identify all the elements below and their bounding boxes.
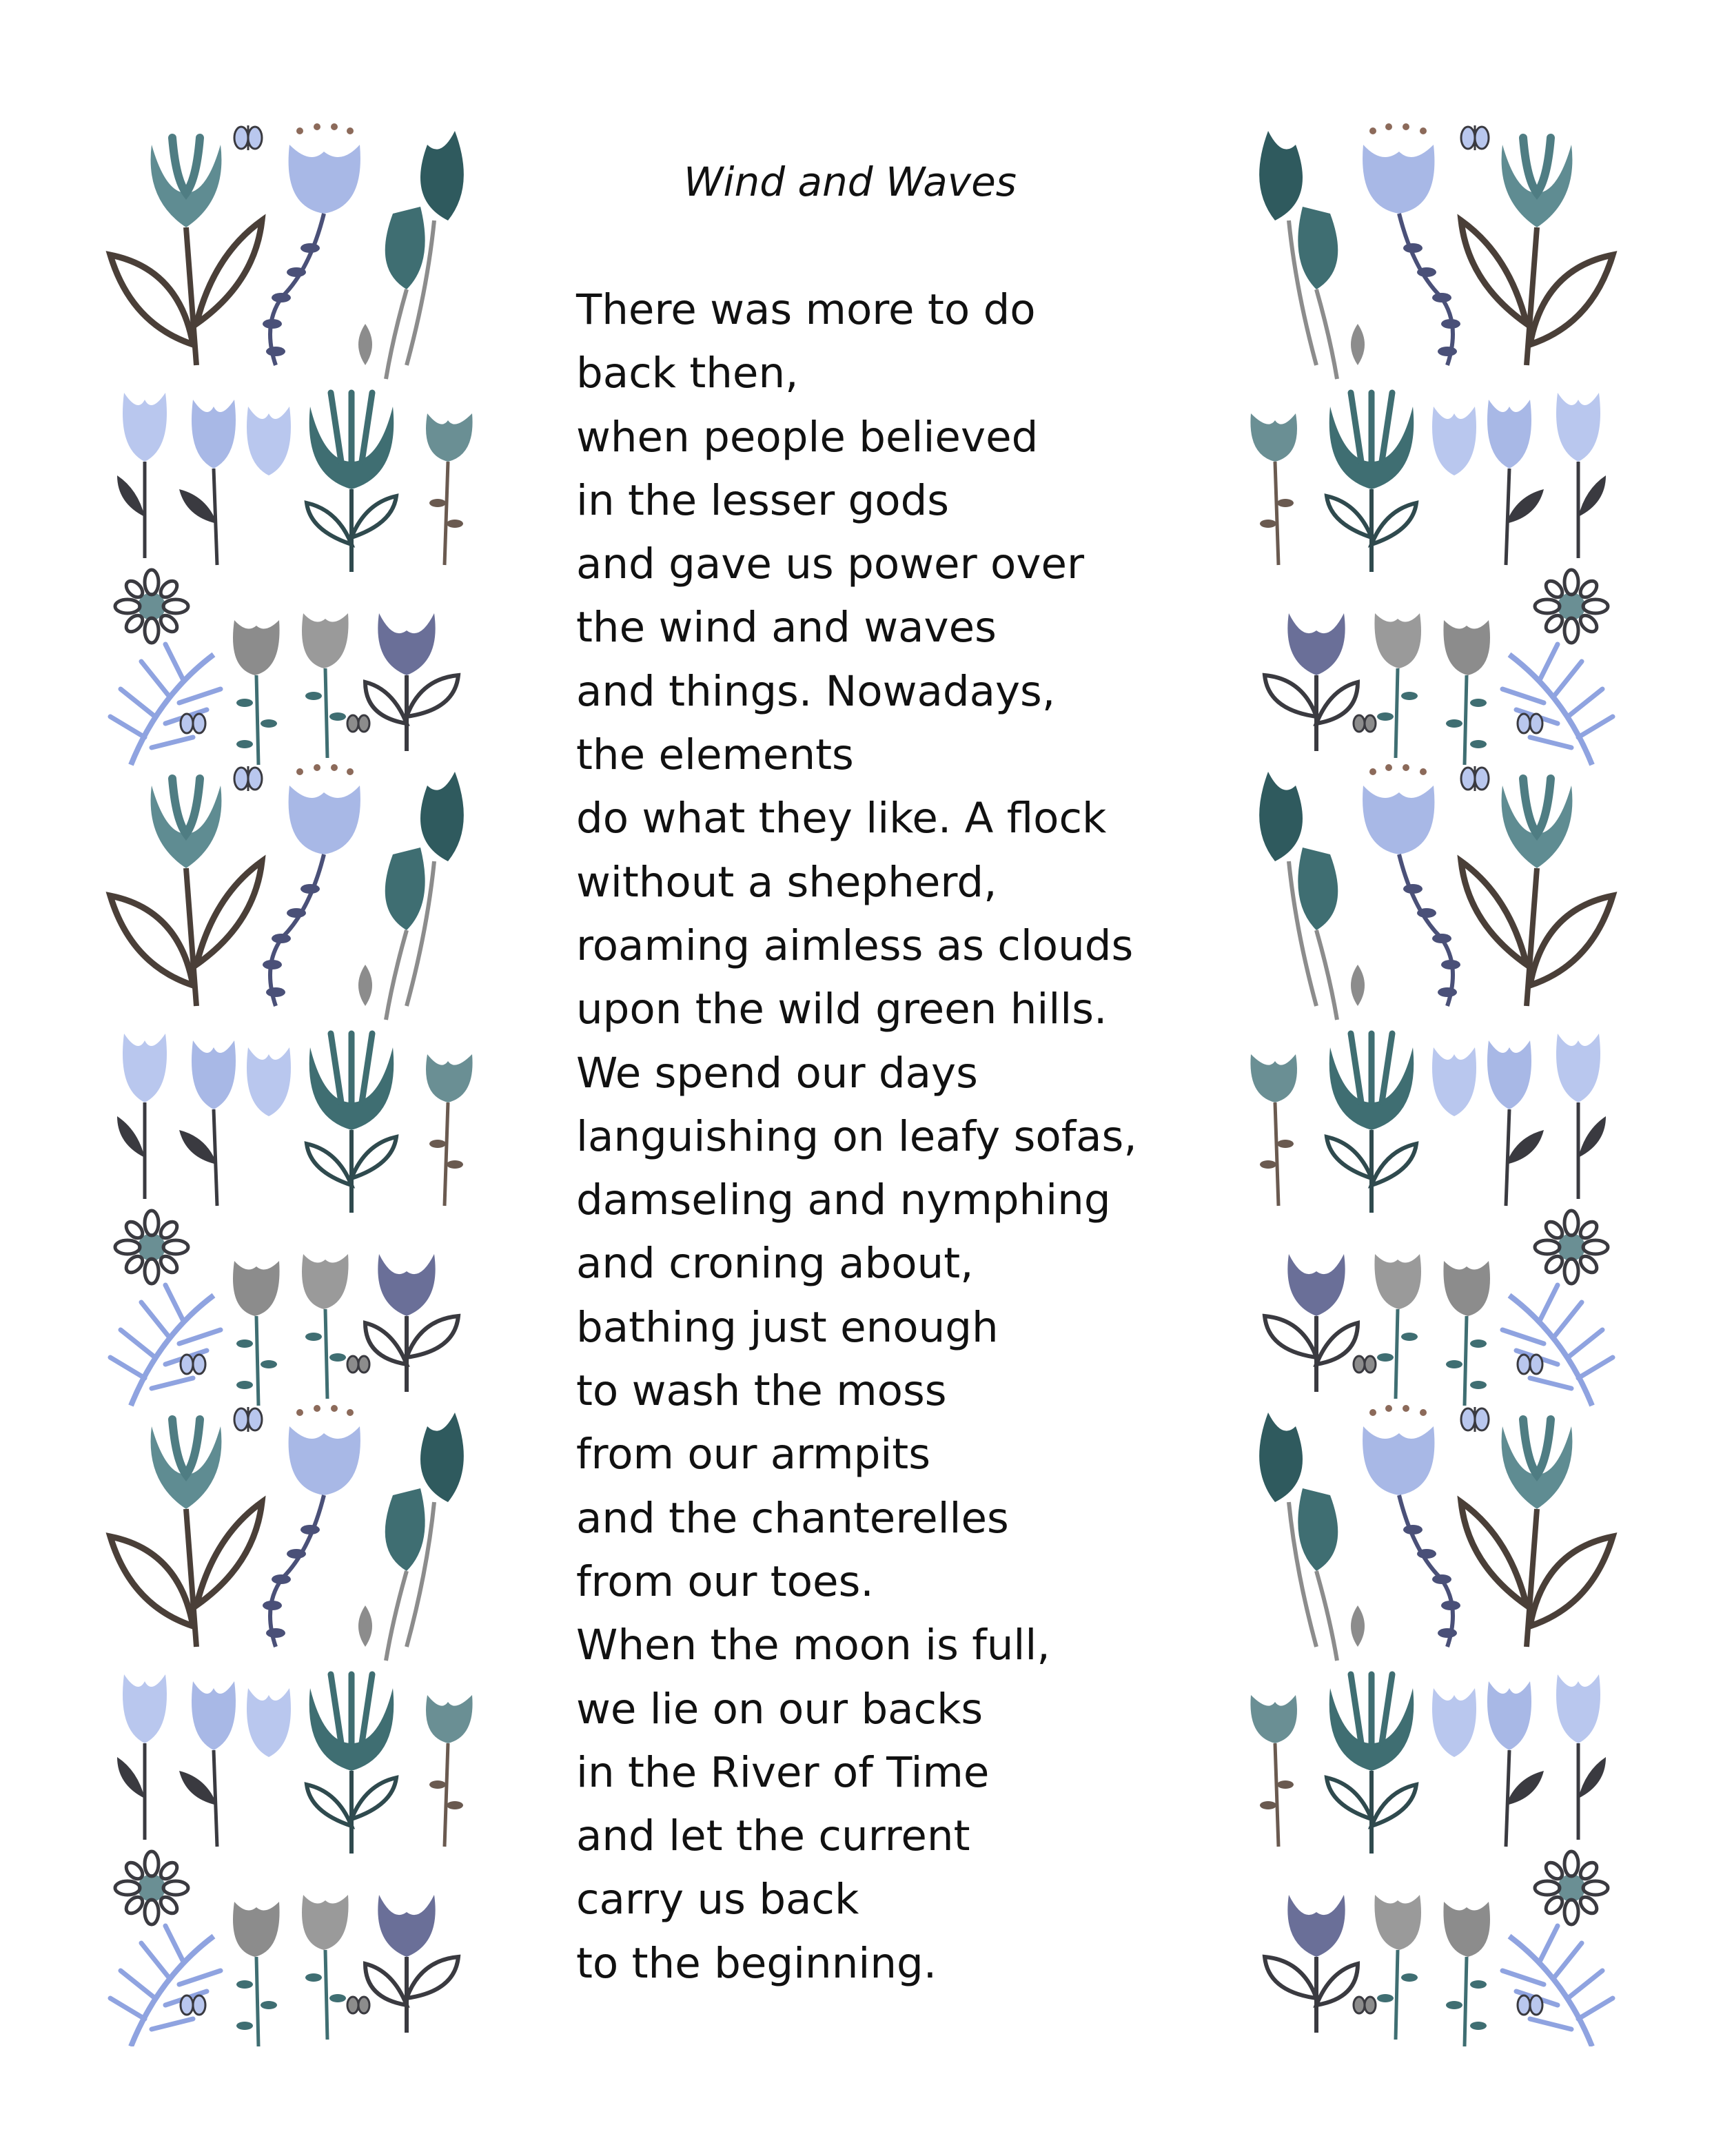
poem-line: and gave us power over xyxy=(576,540,1085,589)
poem-line: in the lesser gods xyxy=(576,475,950,525)
floral-pattern-right xyxy=(1220,117,1620,2046)
poem-line: without a shepherd, xyxy=(576,857,997,907)
poem-line: from our toes. xyxy=(576,1557,874,1606)
poem-body xyxy=(576,278,1196,1995)
poem-line: from our armpits xyxy=(576,1430,930,1479)
floral-border-left xyxy=(103,117,503,2046)
poem-line: we lie on our backs xyxy=(576,1684,983,1734)
poem-line: when people believed xyxy=(576,412,1039,462)
poem-line: languishing on leafy sofas, xyxy=(576,1111,1137,1161)
poem-line: in the River of Time xyxy=(576,1747,990,1797)
floral-border-right xyxy=(1220,117,1620,2046)
poem-line: roaming aimless as clouds xyxy=(576,921,1134,970)
poem-line: and croning about, xyxy=(576,1239,974,1289)
poem-line: and let the current xyxy=(576,1811,970,1861)
poem-line: to wash the moss xyxy=(576,1366,947,1416)
poem-line: We spend our days xyxy=(576,1048,978,1098)
poem-line: damseling and nymphing xyxy=(576,1175,1111,1225)
poem-line: There was more to do xyxy=(576,285,1036,334)
floral-pattern-left xyxy=(103,117,503,2046)
poem-line: bathing just enough xyxy=(576,1302,999,1352)
poem-line: carry us back xyxy=(576,1875,859,1924)
poem-line: and things. Nowadays, xyxy=(576,666,1056,716)
poem-line: back then, xyxy=(576,349,799,398)
poem-line: to the beginning. xyxy=(576,1938,937,1988)
poem-line: the wind and waves xyxy=(576,603,997,653)
poem xyxy=(576,153,1196,1995)
poem-line: and the chanterelles xyxy=(576,1493,1009,1543)
poem-line: the elements xyxy=(576,730,854,780)
poem-line: upon the wild green hills. xyxy=(576,985,1108,1034)
poem-line: do what they like. A flock xyxy=(576,794,1107,843)
poem-title: Wind and Waves xyxy=(684,158,1017,205)
poem-line: When the moon is full, xyxy=(576,1621,1050,1670)
